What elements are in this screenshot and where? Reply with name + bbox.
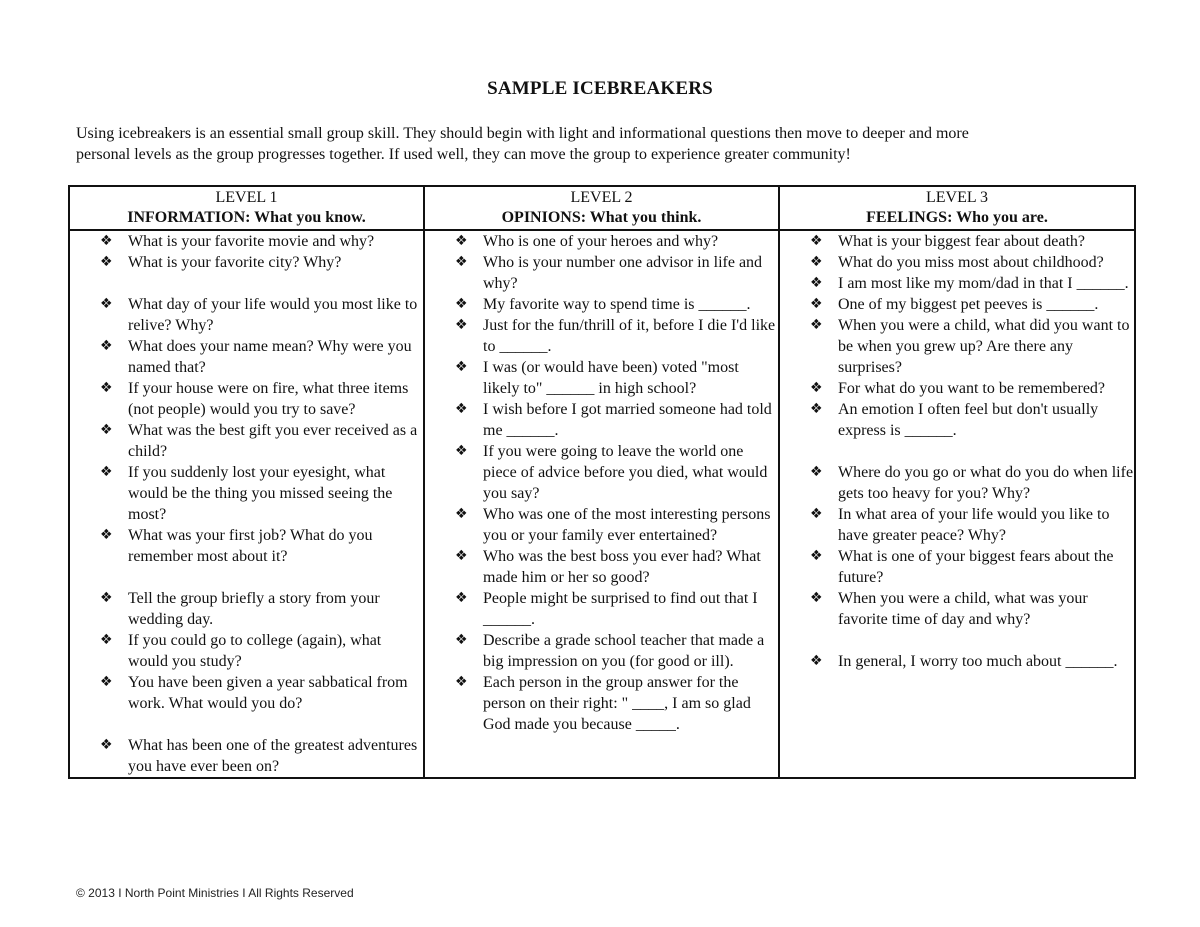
- list-item: [70, 252, 423, 273]
- list-item: [70, 336, 423, 378]
- list-item: [70, 630, 423, 672]
- list-item: [780, 651, 1134, 672]
- diamond-bullet-icon: ❖: [455, 590, 468, 606]
- question-text: What was your first job? What do you remember most about it?: [128, 527, 373, 565]
- intro-paragraph: [76, 123, 1136, 165]
- level-3-label: LEVEL 3: [925, 189, 989, 206]
- diamond-bullet-icon: ❖: [100, 338, 113, 354]
- diamond-bullet-icon: ❖: [810, 464, 823, 480]
- question-text: What is one of your biggest fears about the future?: [838, 548, 1114, 586]
- table-body-row: [69, 230, 1135, 778]
- question-text: One of my biggest pet peeves is ______.: [838, 296, 1099, 313]
- list-item: [780, 252, 1134, 273]
- diamond-bullet-icon: ❖: [810, 254, 823, 270]
- diamond-bullet-icon: ❖: [100, 296, 113, 312]
- diamond-bullet-icon: ❖: [455, 401, 468, 417]
- diamond-bullet-icon: ❖: [100, 674, 113, 690]
- question-text: What does your name mean? Why were you named that?: [128, 338, 412, 376]
- list-item: [425, 399, 778, 441]
- diamond-bullet-icon: ❖: [100, 464, 113, 480]
- list-item: [70, 378, 423, 420]
- diamond-bullet-icon: ❖: [455, 233, 468, 249]
- icebreaker-table: [68, 185, 1136, 779]
- question-text: Who is one of your heroes and why?: [483, 233, 719, 250]
- question-text: If you were going to leave the world one piece of advice before you died, what would you say?: [483, 443, 768, 502]
- diamond-bullet-icon: ❖: [810, 296, 823, 312]
- question-text: You have been given a year sabbatical from work. What would you do?: [128, 674, 408, 712]
- list-item: [425, 252, 778, 294]
- copyright-footer: © 2013 I North Point Ministries I All Rights Reserved: [76, 886, 354, 900]
- list-item: [70, 735, 423, 777]
- level-2-question-list: [425, 231, 778, 735]
- question-text: Who is your number one advisor in life and why?: [483, 254, 763, 292]
- question-text: When you were a child, what was your favorite time of day and why?: [838, 590, 1088, 628]
- diamond-bullet-icon: ❖: [810, 653, 823, 669]
- diamond-bullet-icon: ❖: [455, 317, 468, 333]
- list-item: [780, 546, 1134, 588]
- question-text: If you suddenly lost your eyesight, what would be the thing you missed seeing the most?: [128, 464, 393, 523]
- list-item: [425, 294, 778, 315]
- diamond-bullet-icon: ❖: [455, 254, 468, 270]
- question-text: What is your biggest fear about death?: [838, 233, 1086, 250]
- diamond-bullet-icon: ❖: [100, 632, 113, 648]
- intro-line-1: Using icebreakers is an essential small group skill. They should begin with light and informational questions then move to deeper and more: [76, 125, 969, 142]
- diamond-bullet-icon: ❖: [810, 401, 823, 417]
- level-2-header: [424, 186, 779, 230]
- list-item: [780, 294, 1134, 315]
- question-text: When you were a child, what did you want to be when you grew up? Are there any surprises?: [838, 317, 1130, 376]
- diamond-bullet-icon: ❖: [455, 359, 468, 375]
- list-item: [780, 378, 1134, 399]
- level-3-header: [779, 186, 1135, 230]
- question-text: What is your favorite city? Why?: [128, 254, 342, 271]
- list-item: [70, 420, 423, 462]
- question-text: What is your favorite movie and why?: [128, 233, 375, 250]
- question-text: If you could go to college (again), what would you study?: [128, 632, 382, 670]
- list-item: [780, 504, 1134, 546]
- list-item: [70, 462, 423, 525]
- diamond-bullet-icon: ❖: [100, 254, 113, 270]
- diamond-bullet-icon: ❖: [455, 506, 468, 522]
- diamond-bullet-icon: ❖: [810, 317, 823, 333]
- question-text: Just for the fun/thrill of it, before I die I'd like to ______.: [483, 317, 776, 355]
- list-item: [70, 294, 423, 336]
- question-text: Who was one of the most interesting persons you or your family ever entertained?: [483, 506, 771, 544]
- level-1-label: LEVEL 1: [215, 189, 278, 206]
- list-item: [425, 315, 778, 357]
- level-2-label: LEVEL 2: [570, 189, 633, 206]
- diamond-bullet-icon: ❖: [455, 443, 468, 459]
- diamond-bullet-icon: ❖: [100, 422, 113, 438]
- diamond-bullet-icon: ❖: [810, 380, 823, 396]
- page-title: SAMPLE ICEBREAKERS: [487, 78, 713, 99]
- diamond-bullet-icon: ❖: [100, 590, 113, 606]
- diamond-bullet-icon: ❖: [810, 506, 823, 522]
- question-text: My favorite way to spend time is ______.: [483, 296, 751, 313]
- question-text: I was (or would have been) voted "most likely to" ______ in high school?: [483, 359, 739, 397]
- diamond-bullet-icon: ❖: [810, 590, 823, 606]
- diamond-bullet-icon: ❖: [455, 548, 468, 564]
- list-item: [780, 231, 1134, 252]
- level-1-column: [69, 230, 424, 778]
- question-text: For what do you want to be remembered?: [838, 380, 1106, 397]
- diamond-bullet-icon: ❖: [455, 674, 468, 690]
- question-text: What day of your life would you most like to relive? Why?: [128, 296, 418, 334]
- question-text: I am most like my mom/dad in that I ______.: [838, 275, 1129, 292]
- question-text: Where do you go or what do you do when life gets too heavy for you? Why?: [838, 464, 1134, 502]
- list-item: [780, 315, 1134, 378]
- question-text: I wish before I got married someone had told me ______.: [483, 401, 772, 439]
- level-3-subtitle: FEELINGS: Who you are.: [866, 209, 1048, 226]
- question-text: People might be surprised to find out that I ______.: [483, 590, 758, 628]
- question-text: Who was the best boss you ever had? What made him or her so good?: [483, 548, 761, 586]
- diamond-bullet-icon: ❖: [455, 296, 468, 312]
- list-item: [70, 672, 423, 714]
- list-item: [780, 588, 1134, 630]
- list-item: [425, 630, 778, 672]
- level-3-column: [779, 230, 1135, 778]
- list-item: [425, 357, 778, 399]
- list-item: [425, 546, 778, 588]
- list-item: [780, 273, 1134, 294]
- list-item: [425, 231, 778, 252]
- diamond-bullet-icon: ❖: [100, 233, 113, 249]
- list-item: [780, 399, 1134, 441]
- list-item: [425, 441, 778, 504]
- level-1-question-list: [70, 231, 423, 777]
- intro-line-2: personal levels as the group progresses together. If used well, they can move the group to experience greater community!: [76, 146, 851, 163]
- question-text: What has been one of the greatest adventures you have ever been on?: [128, 737, 418, 775]
- diamond-bullet-icon: ❖: [100, 737, 113, 753]
- level-1-subtitle: INFORMATION: What you know.: [127, 209, 366, 226]
- list-item: [425, 588, 778, 630]
- list-item: [425, 504, 778, 546]
- diamond-bullet-icon: ❖: [810, 275, 823, 291]
- question-text: Each person in the group answer for the person on their right: " ____, I am so glad God made you because _____.: [483, 674, 751, 733]
- list-item: [70, 525, 423, 567]
- list-item: [70, 231, 423, 252]
- question-text: Tell the group briefly a story from your wedding day.: [128, 590, 380, 628]
- question-text: An emotion I often feel but don't usually express is ______.: [838, 401, 1099, 439]
- level-2-subtitle: OPINIONS: What you think.: [501, 209, 702, 226]
- diamond-bullet-icon: ❖: [100, 380, 113, 396]
- question-text: If your house were on fire, what three items (not people) would you try to save?: [128, 380, 409, 418]
- diamond-bullet-icon: ❖: [455, 632, 468, 648]
- diamond-bullet-icon: ❖: [810, 233, 823, 249]
- table-header-row: [69, 186, 1135, 230]
- question-text: What do you miss most about childhood?: [838, 254, 1104, 271]
- level-3-question-list: [780, 231, 1134, 672]
- list-item: [70, 588, 423, 630]
- question-text: Describe a grade school teacher that made a big impression on you (for good or ill).: [483, 632, 765, 670]
- list-item: [780, 462, 1134, 504]
- level-2-column: [424, 230, 779, 778]
- diamond-bullet-icon: ❖: [100, 527, 113, 543]
- question-text: In general, I worry too much about ______.: [838, 653, 1118, 670]
- question-text: What was the best gift you ever received as a child?: [128, 422, 418, 460]
- list-item: [425, 672, 778, 735]
- level-1-header: [69, 186, 424, 230]
- diamond-bullet-icon: ❖: [810, 548, 823, 564]
- question-text: In what area of your life would you like to have greater peace? Why?: [838, 506, 1110, 544]
